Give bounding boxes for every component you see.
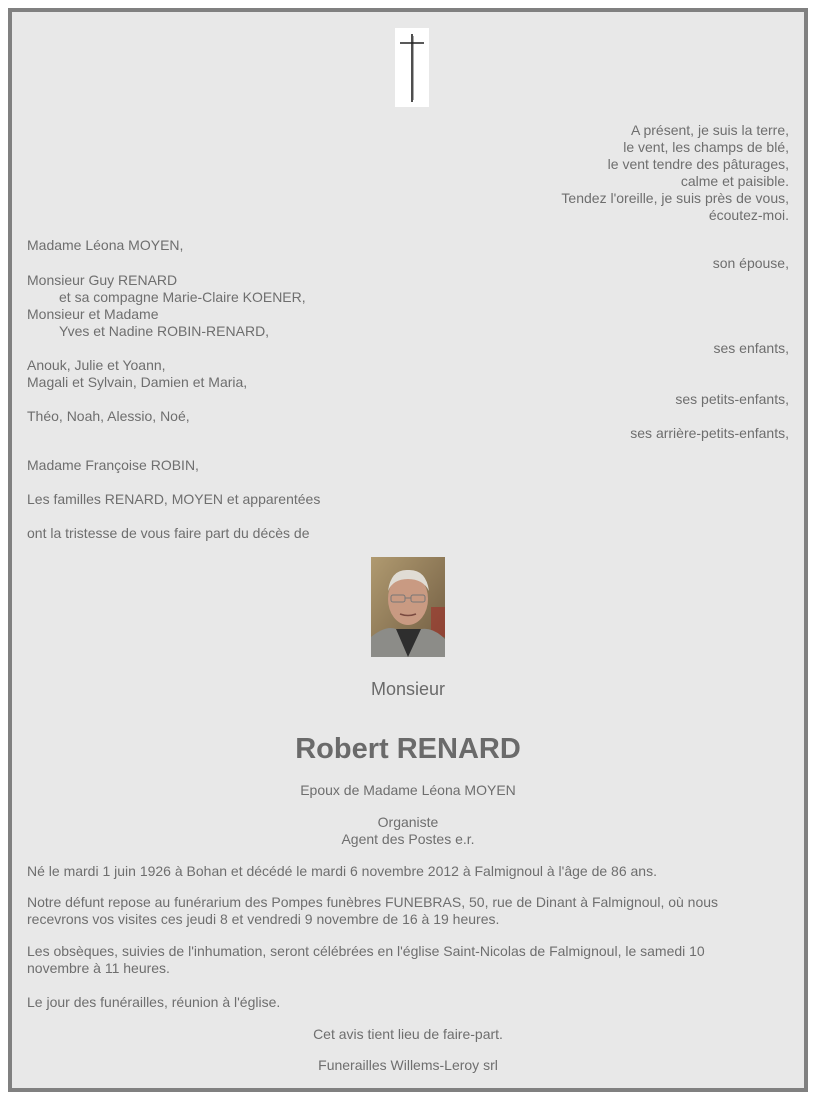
families-line: Les familles RENARD, MOYEN et apparentées — [27, 491, 321, 507]
poem-line: A présent, je suis la terre, — [631, 122, 789, 138]
portrait-photo — [371, 557, 445, 657]
poem-line: le vent, les champs de blé, — [623, 139, 789, 155]
deceased-name: Robert RENARD — [295, 733, 521, 765]
notice-line: Cet avis tient lieu de faire-part. — [313, 1026, 503, 1042]
funeral-home-info: recevrons vos visites ces jeudi 8 et vendredi 9 novembre de 16 à 19 heures. — [27, 911, 500, 927]
ceremony-info: novembre à 11 heures. — [27, 960, 170, 976]
ceremony-info: Les obsèques, suivies de l'inhumation, seront célébrées en l'église Saint-Nicolas de Falmignoul, le samedi 10 — [27, 943, 705, 959]
poem — [561, 122, 789, 224]
child-line: Monsieur et Madame — [27, 306, 159, 322]
grandchildren-relation: ses petits-enfants, — [675, 391, 789, 407]
deceased-spouse: Epoux de Madame Léona MOYEN — [300, 782, 516, 798]
deceased-title: Monsieur — [370, 679, 446, 699]
child-line: Yves et Nadine ROBIN-RENARD, — [59, 323, 270, 339]
children-relation: ses enfants, — [713, 340, 789, 356]
child-line: Monsieur Guy RENARD — [27, 272, 178, 288]
profession-line: Agent des Postes e.r. — [341, 831, 475, 847]
great-grandchildren: Théo, Noah, Alessio, Noé, — [27, 408, 190, 424]
spouse-name: Madame Léona MOYEN, — [27, 237, 184, 253]
poem-line: écoutez-moi. — [708, 207, 789, 223]
announcement-line: ont la tristesse de vous faire part du décès de — [27, 525, 310, 541]
poem-line: le vent tendre des pâturages, — [607, 156, 789, 172]
other-relative: Madame Françoise ROBIN, — [27, 457, 199, 473]
great-grandchildren-relation: ses arrière-petits-enfants, — [630, 425, 789, 441]
cross-icon — [395, 28, 429, 107]
profession-line: Organiste — [377, 814, 439, 830]
meeting-info: Le jour des funérailles, réunion à l'église. — [27, 994, 281, 1010]
poem-line: Tendez l'oreille, je suis près de vous, — [561, 190, 789, 206]
obituary-card — [8, 8, 808, 1092]
spouse-relation: son épouse, — [712, 255, 789, 271]
grandchildren-line: Anouk, Julie et Yoann, — [27, 357, 166, 373]
child-line: et sa compagne Marie-Claire KOENER, — [59, 289, 306, 305]
poem-line: calme et paisible. — [680, 173, 789, 189]
funeral-home-info: Notre défunt repose au funérarium des Pompes funèbres FUNEBRAS, 50, rue de Dinant à Falmignoul, où nous — [27, 894, 719, 910]
birth-death-info: Né le mardi 1 juin 1926 à Bohan et décédé le mardi 6 novembre 2012 à Falmignoul à l'âge de 86 ans. — [27, 863, 657, 879]
grandchildren-line: Magali et Sylvain, Damien et Maria, — [27, 374, 248, 390]
funeral-company: Funerailles Willems-Leroy srl — [318, 1057, 498, 1073]
